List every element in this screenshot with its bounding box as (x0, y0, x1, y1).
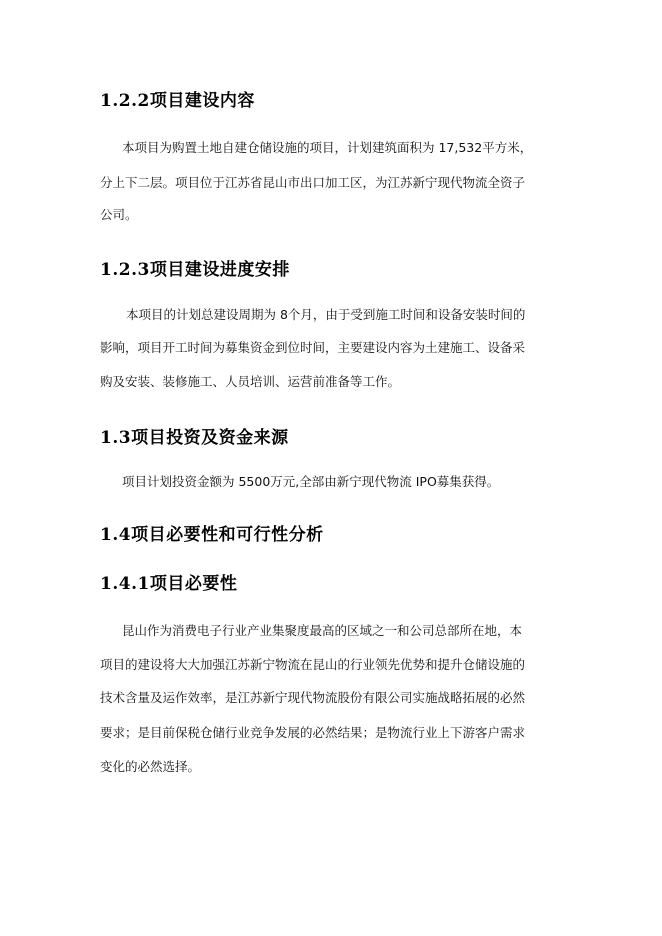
paragraph-line: 昆山作为消费电子行业产业集聚度最高的区域之一和公司总部所在地，本 (122, 623, 523, 638)
paragraph-line: 变化的必然选择。 (100, 759, 201, 774)
paragraph-line: 影响，项目开工时间为募集资金到位时间，主要建设内容为土建施工、设备采 (100, 340, 526, 355)
paragraph-line: 技术含量及运作效率，是江苏新宁现代物流股份有限公司实施战略拓展的必然 (100, 690, 526, 705)
paragraph-line: 购及安装、装修施工、人员培训、运营前准备等工作。 (100, 374, 401, 389)
heading-1-2-2: 1.2.2项目建设内容 (100, 91, 255, 111)
paragraph-line: 分上下二层。项目位于江苏省昆山市出口加工区，为江苏新宁现代物流全资子 (100, 175, 526, 190)
heading-1-4-1: 1.4.1项目必要性 (100, 574, 238, 594)
heading-1-2-3: 1.2.3项目建设进度安排 (100, 260, 290, 280)
paragraph-line: 项目的建设将大大加强江苏新宁物流在昆山的行业领先优势和提升仓储设施的 (100, 657, 526, 672)
paragraph-line: 公司。 (100, 207, 138, 222)
paragraph-line: 本项目的计划总建设周期为 8个月，由于受到施工时间和设备安装时间的 (126, 307, 526, 322)
paragraph-line: 要求；是目前保税仓储行业竞争发展的必然结果；是物流行业上下游客户需求 (100, 725, 526, 740)
heading-1-4: 1.4项目必要性和可行性分析 (100, 525, 324, 545)
heading-1-3: 1.3项目投资及资金来源 (100, 428, 289, 448)
paragraph-line: 项目计划投资金额为 5500万元,全部由新宁现代物流 IPO募集获得。 (122, 474, 500, 489)
paragraph-line: 本项目为购置土地自建仓储设施的项目，计划建筑面积为 17,532平方米， (122, 140, 533, 155)
